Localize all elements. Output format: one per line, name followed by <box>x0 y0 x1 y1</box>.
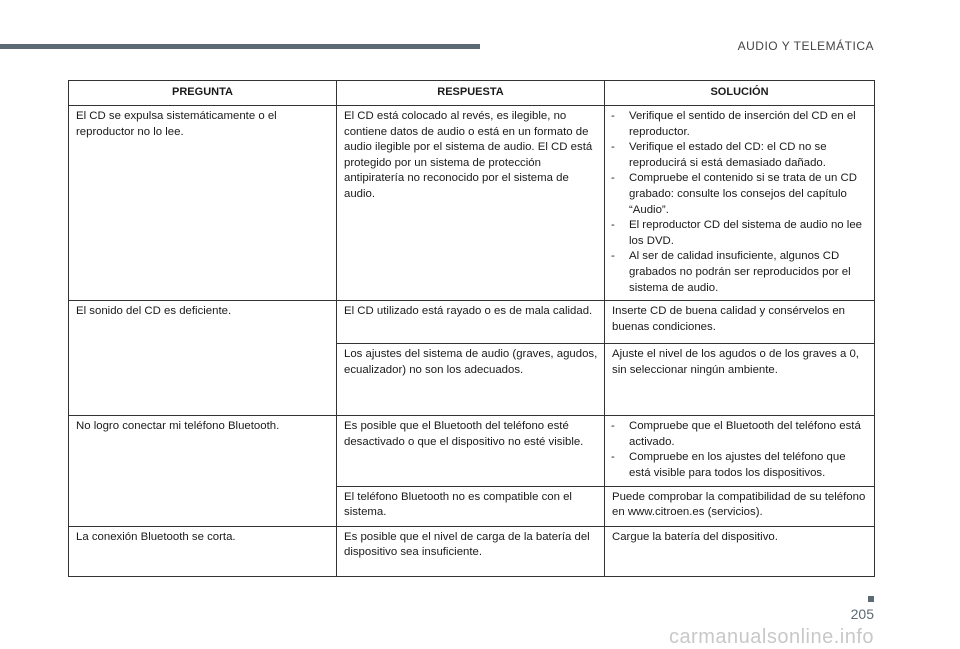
page-number: 205 <box>850 606 874 622</box>
table-row <box>69 301 875 344</box>
faq-table <box>68 80 875 577</box>
table-row <box>69 416 875 486</box>
section-title: AUDIO Y TELEMÁTICA <box>737 39 874 53</box>
solution-cell: Cargue la batería del dispositivo. <box>605 526 875 576</box>
question-cell: El CD se expulsa sistemáticamente o el reproductor no lo lee. <box>69 106 337 301</box>
table-row <box>69 106 875 301</box>
solution-cell: Puede comprobar la compatibilidad de su teléfono en www.citroen.es (servicios). <box>605 486 875 526</box>
solution-item: - Verifique el sentido de inserción del CD en el reproductor. <box>607 109 869 140</box>
solution-cell: Ajuste el nivel de los agudos o de los graves a 0, sin seleccionar ningún ambiente. <box>605 344 875 416</box>
table-header-row <box>69 81 875 106</box>
answer-cell: Es posible que el Bluetooth del teléfono esté desactivado o que el dispositivo no esté visible. <box>337 416 605 486</box>
solution-cell <box>605 106 875 301</box>
watermark: carmanualsonline.info <box>668 626 874 648</box>
header-answer: RESPUESTA <box>337 81 605 106</box>
answer-cell: Es posible que el nivel de carga de la batería del dispositivo sea insuficiente. <box>337 526 605 576</box>
solution-cell <box>605 416 875 486</box>
solution-item: - Compruebe en los ajustes del teléfono que está visible para todos los dispositivos. <box>607 450 869 481</box>
question-cell: No logro conectar mi teléfono Bluetooth. <box>69 416 337 526</box>
header-solution: SOLUCIÓN <box>605 81 875 106</box>
answer-cell: El teléfono Bluetooth no es compatible con el sistema. <box>337 486 605 526</box>
solution-list <box>607 419 869 481</box>
question-cell: La conexión Bluetooth se corta. <box>69 526 337 576</box>
header-bar <box>0 44 480 49</box>
solution-item: - Compruebe que el Bluetooth del teléfono está activado. <box>607 419 869 450</box>
answer-cell: El CD está colocado al revés, es ilegible, no contiene datos de audio o está en un formato de audio ilegible por el sistema de audio. El CD está protegido por un sistema de protección antipiratería no reconocido por el sistema de audio. <box>337 106 605 301</box>
header-question: PREGUNTA <box>69 81 337 106</box>
solution-item: - Al ser de calidad insuficiente, algunos CD grabados no podrán ser reproducidos por el sistema de audio. <box>607 249 869 296</box>
answer-cell: El CD utilizado está rayado o es de mala calidad. <box>337 301 605 344</box>
question-cell: El sonido del CD es deficiente. <box>69 301 337 416</box>
solution-item: - El reproductor CD del sistema de audio no lee los DVD. <box>607 218 869 249</box>
page-marker <box>868 596 874 602</box>
table-row <box>69 526 875 576</box>
solution-item: - Compruebe el contenido si se trata de un CD grabado: consulte los consejos del capítulo “Audio”. <box>607 171 869 218</box>
solution-item: - Verifique el estado del CD: el CD no se reproducirá si está demasiado dañado. <box>607 140 869 171</box>
solution-cell: Inserte CD de buena calidad y consérvelos en buenas condiciones. <box>605 301 875 344</box>
answer-cell: Los ajustes del sistema de audio (graves, agudos, ecualizador) no son los adecuados. <box>337 344 605 416</box>
solution-list <box>607 109 869 296</box>
